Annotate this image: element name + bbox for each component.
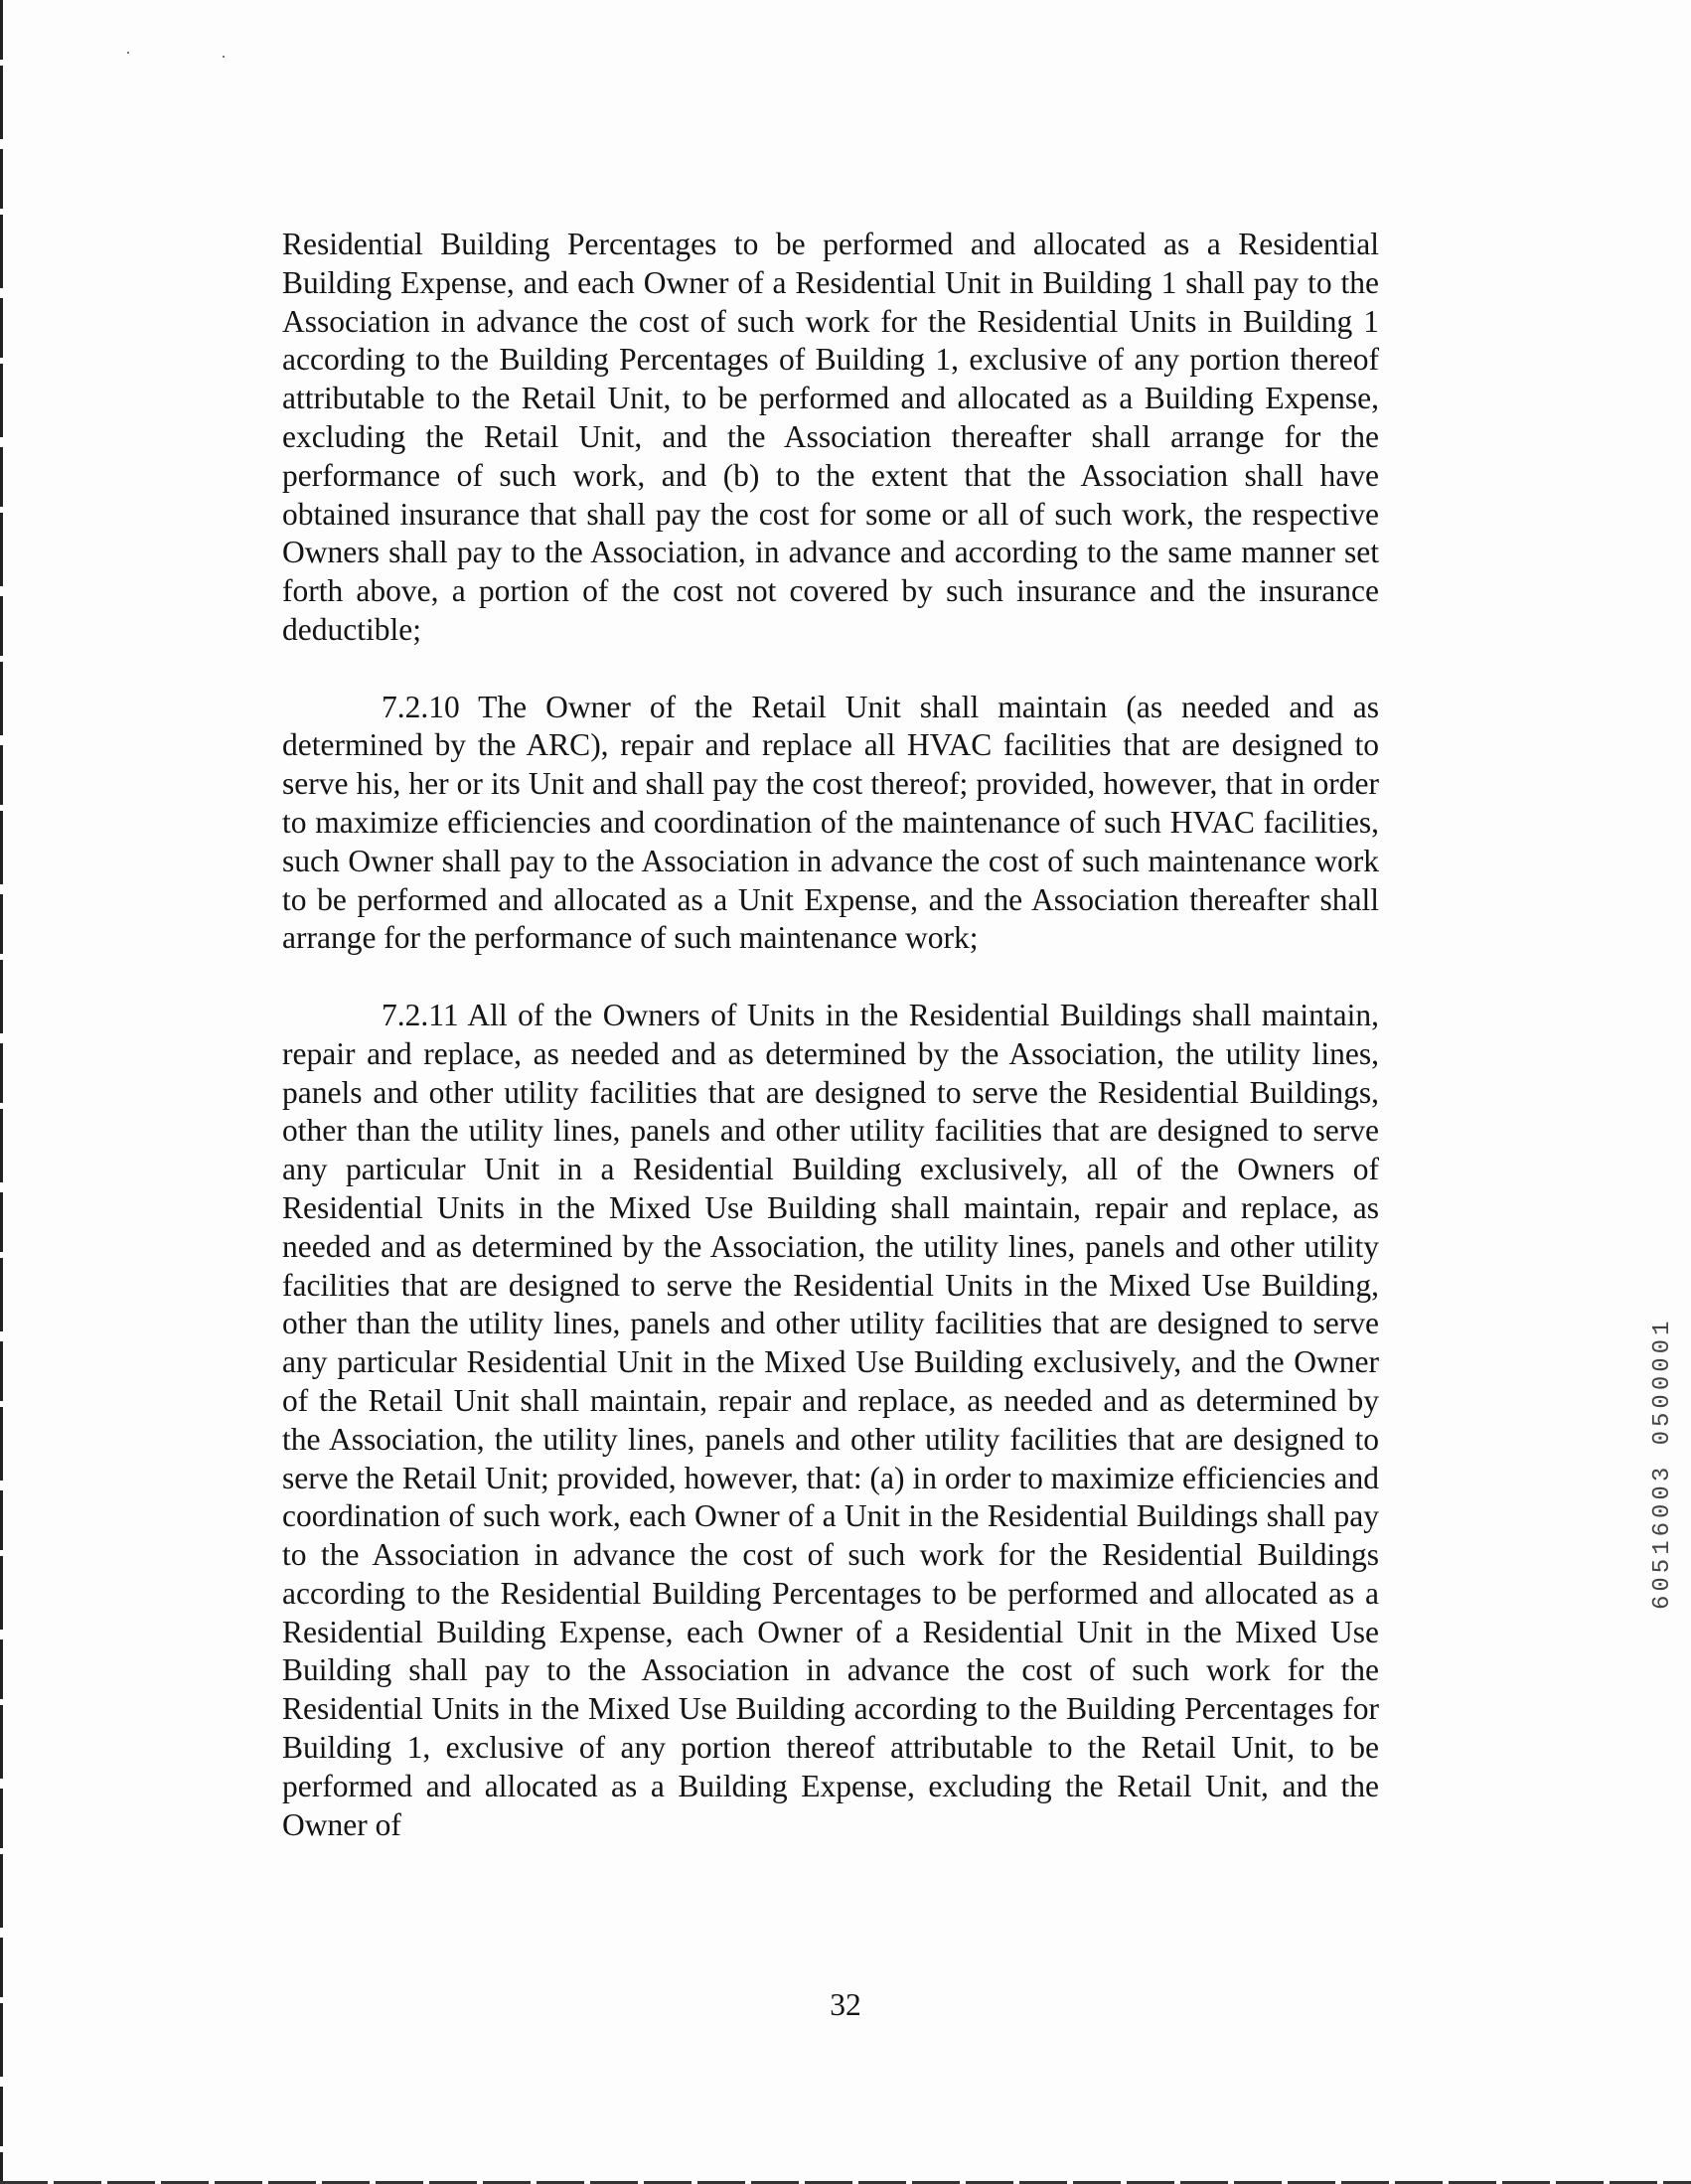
document-body [282, 226, 1379, 1844]
scan-speck [223, 56, 225, 58]
bates-stamp: 60516003 0500001 [1649, 1317, 1676, 1610]
scan-speck [127, 52, 129, 54]
paragraph-continuation: Residential Building Percentages to be performed and allocated as a Residential Building Expense, and each Owner of a Residential Unit in Building 1 shall pay to the Association in advance the cost of such work for the Residential Units in Building 1 according to the Building Percentages of Building 1, exclusive of any portion thereof attributable to the Retail Unit, to be performed and allocated as a Building Expense, excluding the Retail Unit, and the Association thereafter shall arrange for the performance of such work, and (b) to the extent that the Association shall have obtained insurance that shall pay the cost for some or all of such work, the respective Owners shall pay to the Association, in advance and according to the same manner set forth above, a portion of the cost not covered by such insurance and the insurance deductible; [282, 227, 1379, 647]
paragraph-7-2-11: 7.2.11 All of the Owners of Units in the Residential Buildings shall maintain, repair and replace, as needed and as determined by the Association, the utility lines, panels and other utility facilities that are designed to serve the Residential Buildings, other than the utility lines, panels and other utility facilities that are designed to serve any particular Unit in a Residential Building exclusively, all of the Owners of Residential Units in the Mixed Use Building shall maintain, repair and replace, as needed and as determined by the Association, the utility lines, panels and other utility facilities that are designed to serve the Residential Units in the Mixed Use Building, other than the utility lines, panels and other utility facilities that are designed to serve any particular Residential Unit in the Mixed Use Building exclusively, and the Owner of the Retail Unit shall maintain, repair and replace, as needed and as determined by the Association, the utility lines, panels and other utility facilities that are designed to serve the Retail Unit; provided, however, that: (a) in order to maximize efficiencies and coordination of such work, each Owner of a Unit in the Residential Buildings shall pay to the Association in advance the cost of such work for the Residential Buildings according to the Residential Building Percentages to be performed and allocated as a Residential Building Expense, each Owner of a Residential Unit in the Mixed Use Building shall pay to the Association in advance the cost of such work for the Residential Units in the Mixed Use Building according to the Building Percentages for Building 1, exclusive of any portion thereof attributable to the Retail Unit, to be performed and allocated as a Building Expense, excluding the Retail Unit, and the Owner of [282, 997, 1379, 1842]
paragraph-7-2-10: 7.2.10 The Owner of the Retail Unit shall maintain (as needed and as determined by the ARC), repair and replace all HVAC facilities that are designed to serve his, her or its Unit and shall pay the cost thereof; provided, however, that in order to maximize efficiencies and coordination of the maintenance of such HVAC facilities, such Owner shall pay to the Association in advance the cost of such maintenance work to be performed and allocated as a Unit Expense, and the Association thereafter shall arrange for the performance of such maintenance work; [282, 689, 1379, 956]
page-number: 32 [830, 1987, 861, 2022]
scan-edge-left [0, 0, 3, 2184]
